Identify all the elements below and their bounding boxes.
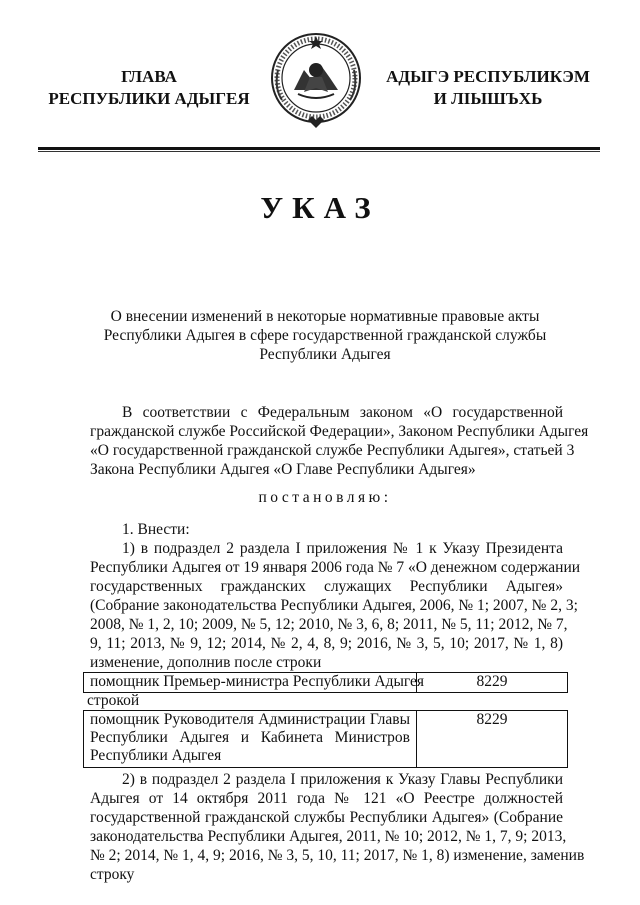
header-rule-thin [38, 151, 600, 152]
table2-name-cell [84, 711, 417, 767]
header-left-line: ГЛАВА [121, 67, 177, 86]
table1-name-cell [84, 673, 425, 692]
header-rule [38, 147, 600, 150]
preamble-line: В соответствии с Федеральным законом «О государственной [122, 404, 563, 421]
item1-1-line: 9, 11; 2013, № 9, 12; 2014, № 2, 4, 8, 9; 2016, № 3, 5, 10; 2017, № 1, 8) [90, 635, 563, 652]
item1-1-line: 2008, № 1, 2, 10; 2009, № 5, 12; 2010, № 3, 6, 8; 2011, № 5, 11; 2012, № 7, [90, 616, 568, 633]
item1-1-line: Республики Адыгея от 19 января 2006 года № 7 «О денежном содержании [90, 559, 581, 576]
preamble-line: «О государственной гражданской службе Республики Адыгея», статьей 3 [90, 442, 575, 459]
table1-value: 8229 [476, 673, 508, 690]
item1-2-line: строку [90, 866, 135, 883]
table2-name-line: Республики Адыгея [90, 747, 222, 764]
coat-of-arms-emblem [264, 30, 368, 134]
table2-value: 8229 [476, 711, 508, 728]
header-right-line: АДЫГЭ РЕСПУБЛИКЭМ [386, 67, 590, 86]
subject-line: О внесении изменений в некоторые нормативные правовые акты [110, 308, 540, 325]
preamble-line: Закона Республики Адыгея «О Главе Республики Адыгея» [90, 461, 476, 478]
item1-1-line: (Собрание законодательства Республики Адыгея, 2006, № 1; 2007, № 2, 3; [90, 597, 578, 614]
item1-2-line: № 2; 2014, № 1, 4, 9; 2016, № 3, 5, 10, 11; 2017, № 1, 8) изменение, заменив [90, 847, 585, 864]
document-title: УКАЗ [260, 190, 380, 225]
header-left [40, 66, 258, 110]
subject-line: Республики Адыгея в сфере государственной гражданской службы [103, 327, 547, 344]
item1-1-line: изменение, дополнив после строки [90, 654, 322, 671]
subject-line: Республики Адыгея [259, 346, 391, 363]
item1-2-line: законодательства Республики Адыгея, 2011, № 10; 2012, № 1, 7, 9; 2013, [90, 828, 567, 845]
table2-name-line: Республики Адыгея и Кабинета Министров [90, 729, 410, 746]
header-right [374, 66, 602, 110]
decree-word: постановляю: [258, 489, 392, 506]
item1-1-line: 1) в подраздел 2 раздела I приложения № 1 к Указу Президента [122, 540, 563, 557]
item1-1-line: государственных гражданских служащих Республики Адыгея» [90, 578, 563, 595]
between-tables-text: строкой [87, 692, 140, 709]
table2-row [83, 710, 568, 768]
item1-2-line: государственной гражданской службы Республики Адыгея» (Собрание [90, 809, 563, 826]
item1-heading: 1. Внести: [122, 521, 190, 538]
item1-2-line: Адыгея от 14 октября 2011 года № 121 «О Реестре должностей [90, 790, 563, 807]
header-left-line: РЕСПУБЛИКИ АДЫГЕЯ [48, 89, 250, 108]
table2-name-line: помощник Руководителя Администрации Главы [90, 711, 410, 728]
header-right-line: И ЛІЫШЪХЬ [433, 89, 543, 108]
table1-row [83, 672, 568, 693]
preamble-line: гражданской службе Российской Федерации», Законом Республики Адыгея [90, 423, 589, 440]
table1-name: помощник Премьер-министра Республики Адыгея [90, 673, 425, 690]
item1-2-line: 2) в подраздел 2 раздела I приложения к Указу Главы Республики [122, 771, 563, 788]
